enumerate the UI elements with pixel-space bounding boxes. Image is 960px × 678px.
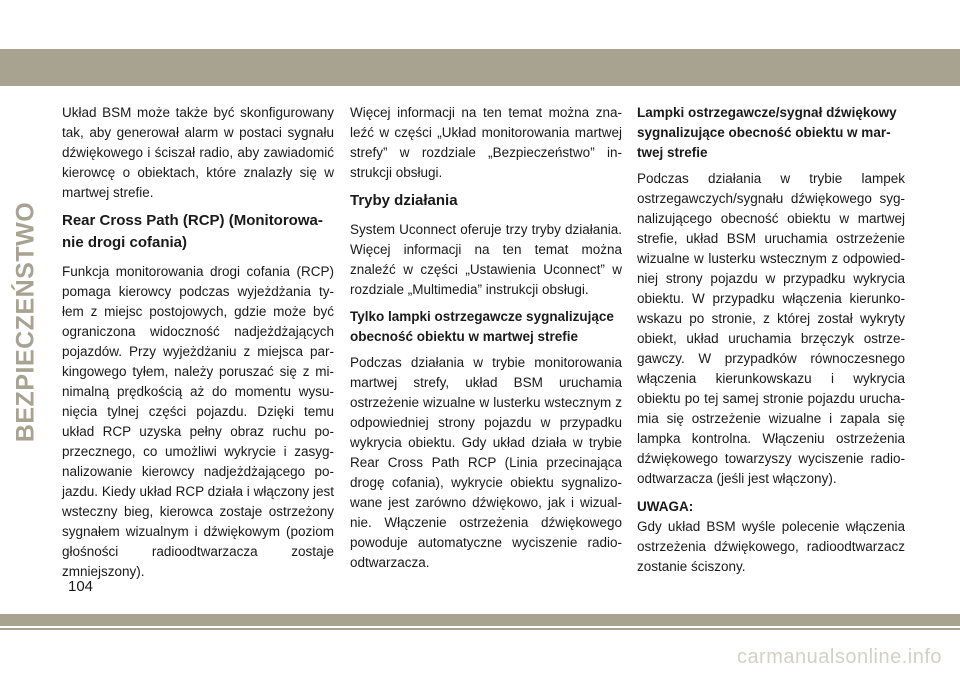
- more-info-paragraph: Więcej informacji na ten temat można znaleźć w części „Układ monitorowania martwej strefy” w rozdziale „Bezpieczeństwo” instrukcji obsługi.: [350, 105, 622, 180]
- watermark-text: carmanualsonline.info: [736, 646, 942, 668]
- note-title: UWAGA:: [637, 499, 694, 514]
- note-paragraph: Gdy układ BSM wyśle polecenie włączenia ostrzeżenia dźwiękowego, radioodtwarzacz zostanie ściszony.: [637, 519, 905, 574]
- visual-only-paragraph: Podczas działania w trybie monitorowania martwej strefy, układ BSM uruchamia ostrzeżenie wizualne w lusterku wstecznym z odpowiedniej strony pojazdu w przypadku wykrycia obiektu. Gdy układ działa w trybie Rear Cross Path RCP (Linia przecinająca drogę cofania), wykrycie obiektu sygnalizowane jest zarówno dźwiękowo, jak i wizualnie. Włączenie ostrzeżenia dźwiękowego powoduje automatyczne wyciszenie radioodtwarzacza.: [350, 355, 622, 570]
- text-column-1: [62, 103, 334, 589]
- text-column-3: [637, 103, 905, 584]
- section-label: BEZPIECZEŃSTWO: [11, 201, 40, 443]
- text-column-2: [350, 103, 622, 580]
- header-bar: [0, 0, 960, 86]
- rcp-heading: Rear Cross Path (RCP) (Monitorowanie drogi cofania): [62, 212, 323, 251]
- modes-paragraph: System Uconnect oferuje trzy tryby działania. Więcej informacji na ten temat można znaleźć w części „Ustawienia Uconnect” w rozdziale „Multimedia” instrukcji obsługi.: [350, 222, 622, 297]
- rcp-paragraph: Funkcja monitorowania drogi cofania (RCP) pomaga kierowcy podczas wyjeżdżania tyłem z miejsc postojowych, gdzie może być ograniczona widoczność nadjeżdżających pojazdów. Przy wyjeżdżaniu z miejsca parkingowego tyłem, należy poruszać się z minimalną prędkością aż do momentu wysunięcia tylnej części pojazdu. Dzięki temu układ RCP uzyska pełny obraz ruchu poprzecznego, co umożliwi wykrycie i zasygnalizowanie kierowcy nadjeżdżającego pojazdu. Kiedy układ RCP działa i włączony jest wsteczny bieg, kierowca zostaje ostrzeżony sygnałem wizualnym i dźwiękowym (poziom głośności radioodtwarzacza zostaje zmniejszony).: [62, 264, 334, 579]
- page-number: 104: [68, 578, 94, 595]
- visual-only-subheading: Tylko lampki ostrzegawcze sygnalizujące obecność obiektu w martwej strefie: [350, 309, 614, 344]
- footer-band: [0, 614, 960, 626]
- intro-paragraph: Układ BSM może także być skonfigurowany tak, aby generował alarm w postaci sygnału dźwiękowego i ściszał radio, aby zawiadomić kierowcę o obiektach, które znalazły się w martwej strefie.: [62, 105, 334, 200]
- modes-heading: Tryby działania: [350, 192, 458, 209]
- visual-audio-subheading: Lampki ostrzegawcze/sygnał dźwiękowy sygnalizujące obecność obiektu w martwej strefie: [637, 105, 897, 160]
- header-band: [0, 49, 960, 86]
- footer-line: [0, 628, 960, 630]
- visual-audio-paragraph: Podczas działania w trybie lampek ostrzegawczych/sygnału dźwiękowego sygnalizującego obecność obiektu w martwej strefie, układ BSM uruchamia ostrzeżenie wizualne w lusterku wstecznym z odpowiedniej strony pojazdu w przypadku wykrycia obiektu. W przypadku włączenia kierunkowskazu po stronie, z której został wykryty obiekt, układ uruchamia brzęczyk ostrzegawczy. W przypadków równoczesnego włączenia kierunkowskazu i wykrycia obiektu po tej samej stronie pojazdu uruchamia się ostrzeżenie wizualne i zapala się lampka kontrolna. Włączeniu ostrzeżenia dźwiękowego towarzyszy wyciszenie radioodtwarzacza (jeśli jest włączony).: [637, 171, 905, 486]
